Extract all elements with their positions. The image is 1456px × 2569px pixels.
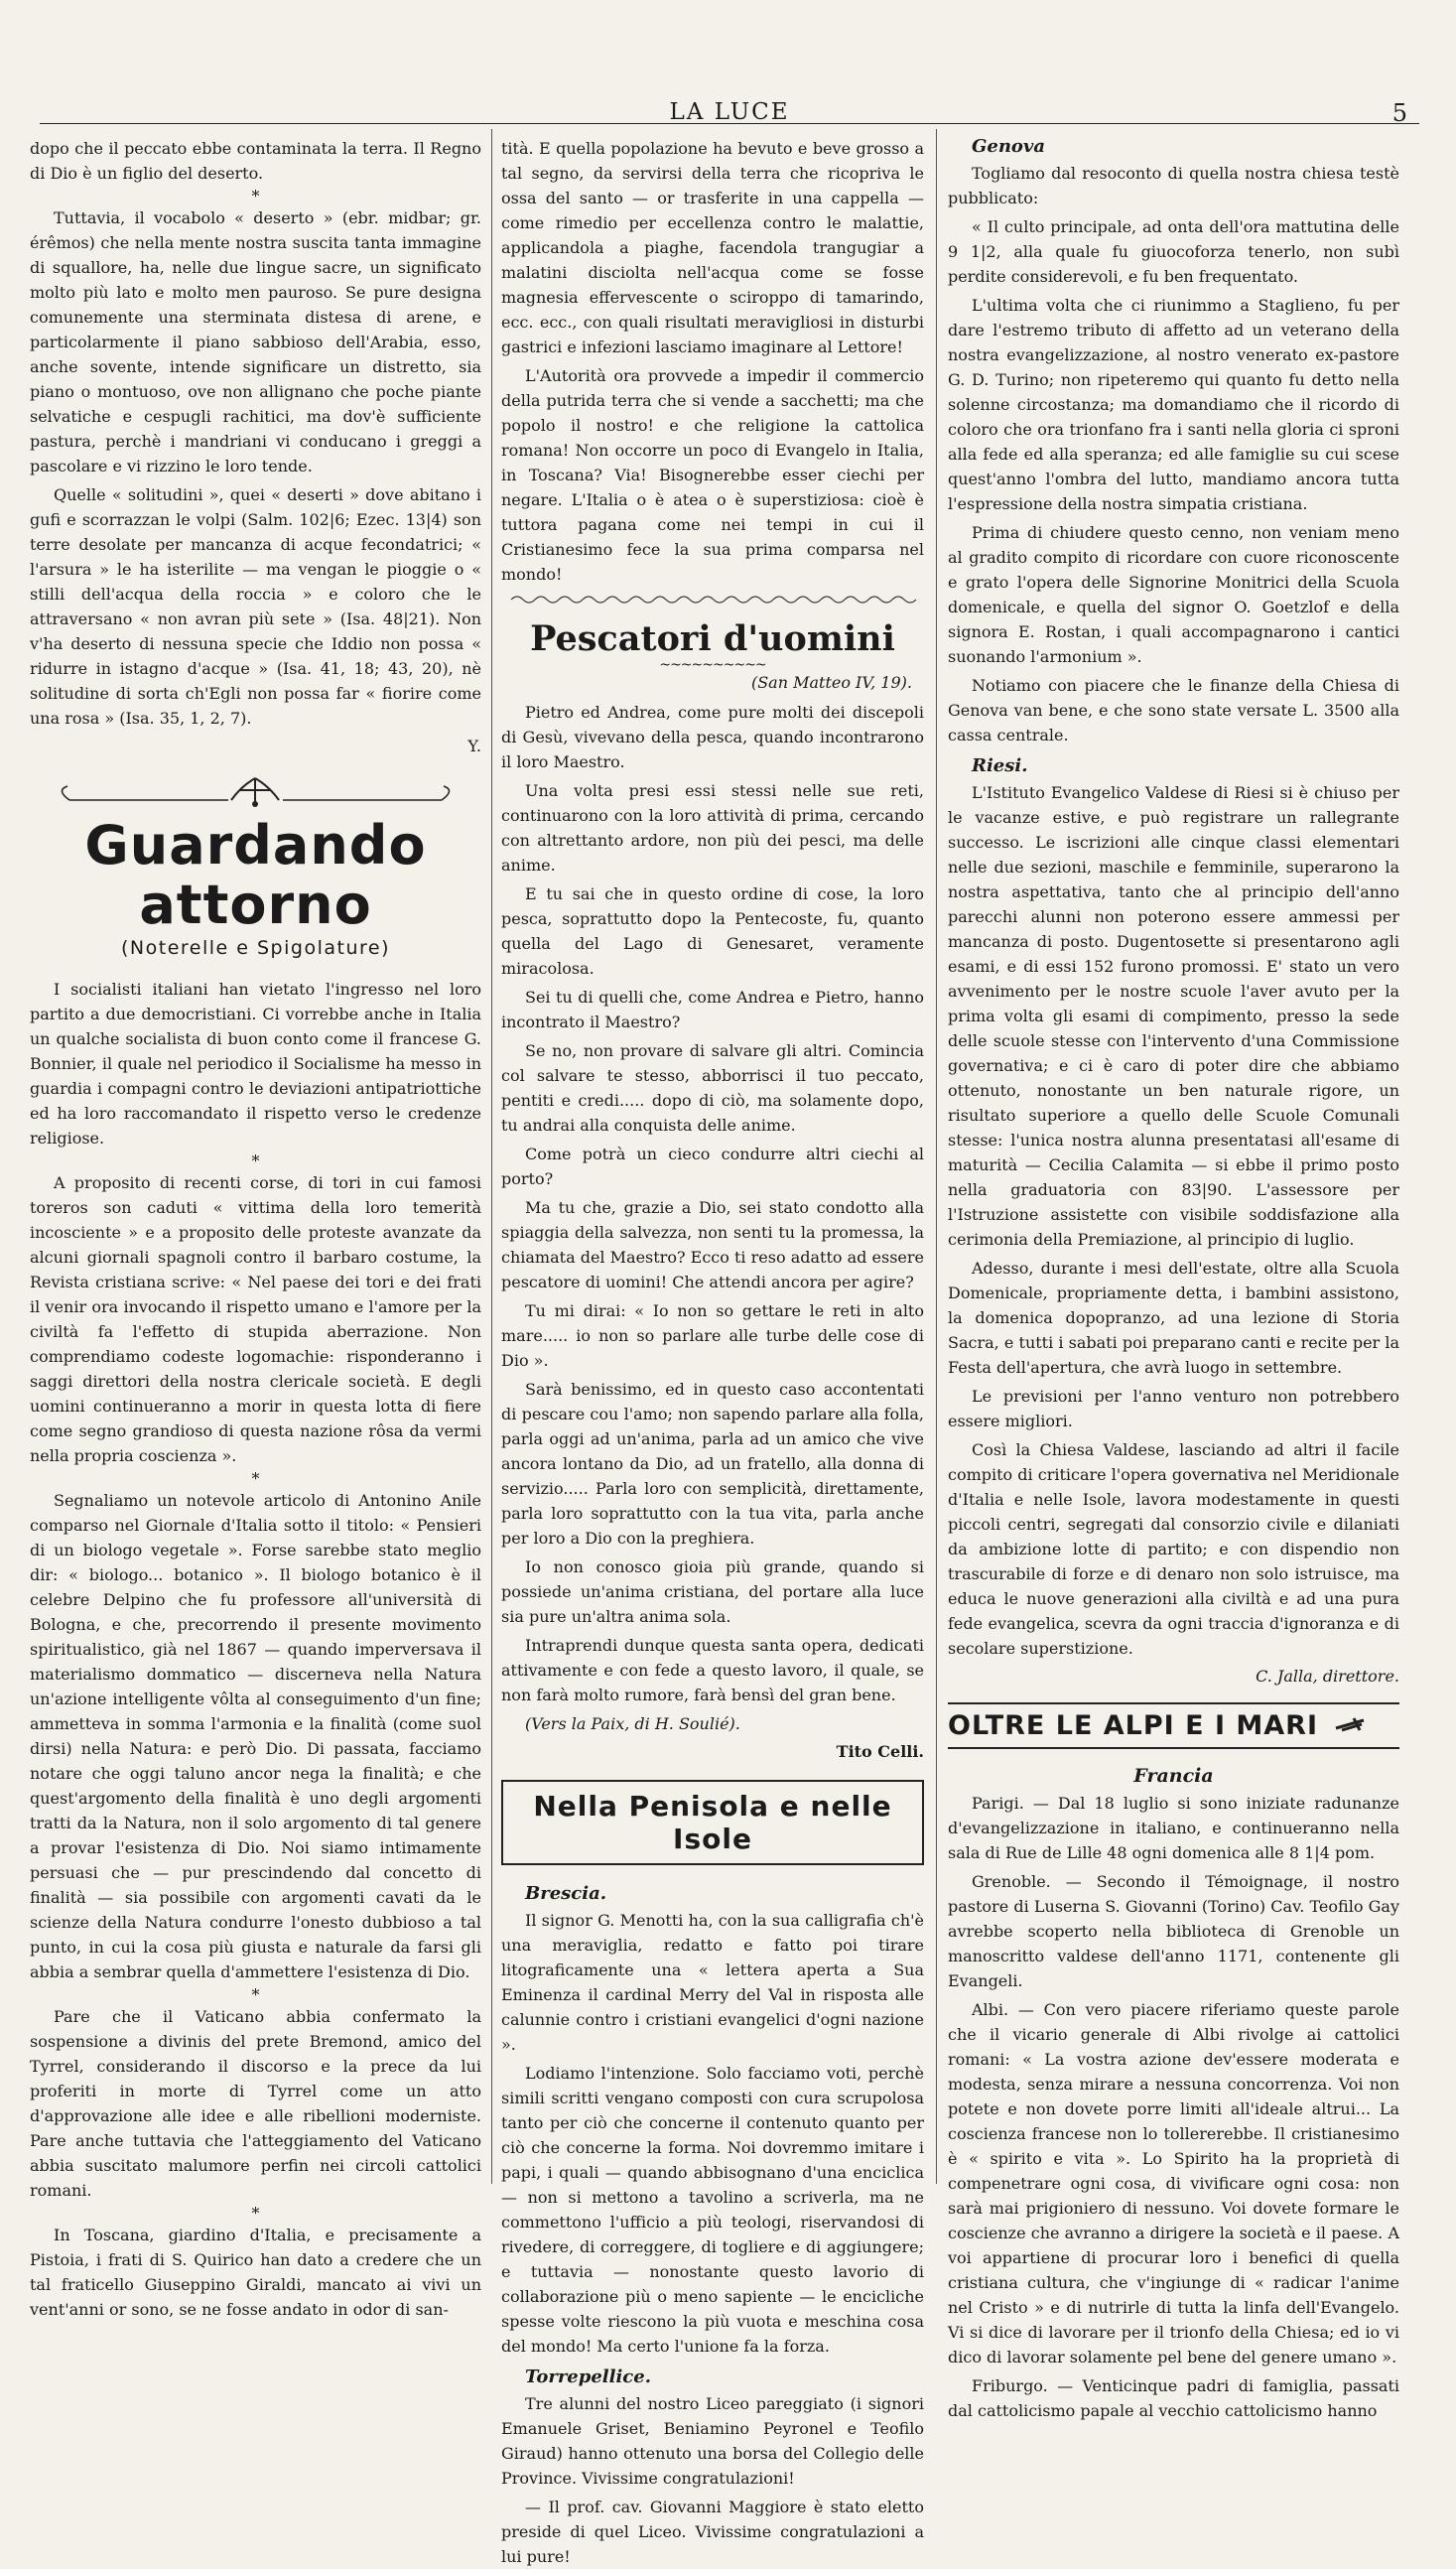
newspaper-title: LA LUCE (669, 99, 790, 125)
paragraph: Tuttavia, il vocabolo « deserto » (ebr. midbar; gr. érêmos) che nella mente nostra suscita tanta immagine di squallore, ha, nelle due lingue sacre, un significato molto più lato e molto men pauroso. Se pure designa comunemente una sterminata distesa di arene, e particolarmente il piano sabbioso dell'Arabia, esso, anche sovente, intende significare un distretto, sia piano o montuoso, ove non allignano che poche piante selvatiche e cespugli rachitici, ma dov'è sufficiente pastura, perchè i mandriani vi conducano i greggi a pascolare e vi rizzino le loro tende. (30, 208, 481, 475)
header-rule (40, 123, 1419, 124)
paragraph: Se no, non provare di salvare gli altri. Comincia col salvare te stesso, abborrisci il tuo peccato, pentiti e credi..... dopo di ciò, ma solamente dopo, tu andrai alla conquista delle anime. (501, 1041, 924, 1135)
paragraph: tità. E quella popolazione ha bevuto e beve grosso a tal segno, da servirsi della terra che ricopriva le ossa del santo — or trasferite in una cappella — come rimedio per eccellenza contro le malattie, applicandola a piaghe, facendola trangugiar a malatini disciolta nell'acqua come se fosse magnesia effervescente o sciroppo di tamarindo, ecc. ecc., con quali risultati meravigliosi in disturbi gastrici e infezioni lasciamo imaginare al Lettore! (501, 139, 924, 356)
ornament-divider (30, 768, 481, 812)
section-separator: * (251, 1469, 260, 1488)
paragraph: Segnaliamo un notevole articolo di Antonino Anile comparso nel Giornale d'Italia sotto il titolo: « Pensieri di un biologo vegetale ». Forse sarebbe stato meglio dir: « biologo... botanico ». Il biologo botanico è il celebre Delpino che fu professore all'università di Bologna, e che, precorrendo il presente movimento spiritualistico, già nel 1867 — quando imperversava il materialismo dommatico — discerneva nella Natura un'azione intelligente vôlta al conseguimento d'un fine; ammetteva in somma l'armonia e la finalità (come suol dirsi) nella Natura: e però Dio. Di passata, facciamo notare che oggi taluno ancor nega la finalità; e che quest'argomento della finalità è uno degli argomenti tratti da la Natura, non il solo argomento di tal genere a provar l'esistenza di Dio. Noi siamo intimamente persuasi che — pur prescindendo dal concetto di finalità — sia possibile con argomenti cavati da le scienze della Natura condurre l'onesto dubbioso a tal punto, in cui la cosa più giusta e naturale da farsi gli abbia a sembrar quella d'ammettere l'esistenza di Dio. (30, 1491, 481, 1981)
paragraph: Quelle « solitudini », quei « deserti » dove abitano i gufi e scorrazzan le volpi (Salm. 102|6; Ezec. 13|4) son terre desolate per mancanza di acque fecondatrici; « l'arsura » le ha isterilite — ma vengan le pioggie o « stilli dell'acqua della roccia » e coloro che le attraversano « non avran più sete » (Isa. 48|21). Non v'ha deserto di nessuna specie che Iddio non possa « ridurre in istagno d'acque » (Isa. 41, 18; 43, 20), nè solitudine di sorta ch'Egli non possa far « fiorire come una rosa » (Isa. 35, 1, 2, 7). (30, 485, 481, 728)
wavy-divider (501, 591, 924, 608)
column-3 (948, 136, 1399, 2420)
paragraph: Notiamo con piacere che le finanze della Chiesa di Genova van bene, e che sono state versate L. 3500 alla cassa centrale. (948, 676, 1399, 744)
paragraph: Tre alunni del nostro Liceo pareggiato (i signori Emanuele Griset, Beniamino Peyronel e Teofilo Giraud) hanno ottenuto una borsa del Collegio delle Province. Vivissime congratulazioni! (501, 2394, 924, 2488)
heading-underline: ~~~~~~~~~~ (659, 657, 766, 673)
column-1 (30, 136, 481, 2319)
paragraph: Albi. — Con vero piacere riferiamo queste parole che il vicario generale di Albi rivolge ai cattolici romani: « La vostra azione dev'essere moderata e modesta, senza mirare a nessuna concorrenza. Voi non potete e non dovete porre limiti all'ideale altrui... La coscienza francese non lo tollererebbe. Il cristianesimo è « spirito e vita ». Lo Spirito ha la proprietà di compenetrare ogni cosa, di vivificare ogni cosa: non sarà mai prigioniero di nessuno. Voi dovete formare le coscienze che avranno a dirigere la società e il paese. A voi appartiene di procurar loro i benefici di quella cristiana cultura, che v'ingiunge di « radicar l'anime nel Cristo » e di nutrirle di tutta la linfa dell'Evangelo. Vi si dice di lavorare per il trionfo della Chiesa; ed io vi dico di lavorar solamente pel bene del genere umano ». (948, 2000, 1399, 2366)
running-head (40, 99, 1419, 129)
paragraph: Adesso, durante i mesi dell'estate, oltre alla Scuola Domenicale, propriamente detta, i bambini assistono, la domenica dopopranzo, ad una lezione di Storia Sacra, e tutti i sabati poi preparano canti e recite per la Festa dell'apertura, che avrà luogo in settembre. (948, 1259, 1399, 1377)
paragraph: Così la Chiesa Valdese, lasciando ad altri il facile compito di criticare l'opera governativa nel Meridionale d'Italia e nelle Isole, lavora modestamente in questi piccoli centri, segregati dal consorzio civile e dilaniati da ambizione lotte di partito; e con dispendio non trascurabile di forze e di denaro non solo istruisce, ma educa le nuove generazioni alla civiltà e ad una pura fede evangelica, scevra da ogni traccia d'ignoranza e di secolare superstizione. (948, 1440, 1399, 1658)
paragraph: Pietro ed Andrea, come pure molti dei discepoli di Gesù, vivevano della pesca, quando incontrarono il loro Maestro. (501, 703, 924, 771)
paragraph: Friburgo. — Venticinque padri di famiglia, passati dal cattolicismo papale al vecchio cattolicismo hanno (948, 2376, 1399, 2420)
column-2 (501, 136, 924, 2566)
location-heading: Brescia. (525, 1883, 607, 1904)
paragraph: L'Autorità ora provvede a impedir il commercio della putrida terra che si vende a sacchetti; ma che popolo il nostro! e che religione la cattolica romana! Non occorre un poco di Evangelo in Italia, in Toscana? Via! Bisognerebbe esser ciechi per negare. L'Italia o è atea o è superstiziosa: cioè è tuttora pagana come nei tempi in cui il Cristianesimo fece la sua prima comparsa nel mondo! (501, 366, 924, 584)
paragraph: Lodiamo l'intenzione. Solo facciamo voti, perchè simili scritti vengano composti con cura scrupolosa tanto per ciò che concerne il contenuto quanto per ciò che concerne la forma. Noi dovremmo imitare i papi, i quali — quando abbisognano d'una enciclica — non si mettono a tavolino a scriverla, ma ne commettono l'ufficio a più teologi, riservandosi di rivedere, di correggere, di togliere e di aggiungere; e tuttavia — nonostante questo lavorio di collaborazione più o meno sapiente — le encicliche spesse volte riescono la più vuota e meschina cosa del mondo! Ma certo l'unione fa la forza. (501, 2064, 924, 2356)
paragraph: L'Istituto Evangelico Valdese di Riesi si è chiuso per le vacanze estive, e può registrare un rallegrante successo. Le iscrizioni alle cinque classi elementari nelle due sezioni, maschile e femminile, superarono la nostra aspettativa, tanto che al principio dell'anno parecchi alunni non poterono essere ammessi per mancanza di posto. Dugentosette si presentarono agli esami, e di essi 152 furono promossi. E' stato un vero avvenimento per le nostre scuole l'aver avuto per la prima volta gli esami di compimento, presso la sede delle scuole stesse con l'intervento d'una Commissione governativa; e ci è caro di poter dire che abbiamo ottenuto, nonostante un ben naturale rigore, un risultato superiore a quello delle Scuole Comunali stesse: l'unica nostra alunna presentatasi all'esame di maturità — Cecilia Calamita — si ebbe il primo posto nella graduatoria con 83|90. L'assessore per l'Istruzione assistette con visibile soddisfazione alla cerimonia della Premiazione, al principio di luglio. (948, 783, 1399, 1249)
section-heading: Guardando attorno (84, 814, 427, 936)
paragraph: Sei tu di quelli che, come Andrea e Pietro, hanno incontrato il Maestro? (501, 988, 924, 1031)
paragraph: — Il prof. cav. Giovanni Maggiore è stato eletto preside di quel Liceo. Vivissime congratulazioni a lui pure! (501, 2498, 924, 2566)
paragraph: Prima di chiudere questo cenno, non veniam meno al gradito compito di ricordare con cuore riconoscente e grato l'opera delle Signorine Monitrici della Scuola domenicale, e quella del signor O. Goetzlof e della signora E. Rostan, i quali accompagnarono i cantici suonando l'armonium ». (948, 523, 1399, 666)
location-heading: Riesi. (972, 755, 1028, 776)
location-heading: Francia (1133, 1765, 1214, 1787)
paragraph: I socialisti italiani han vietato l'ingresso nel loro partito a due democristiani. Ci vorrebbe anche in Italia un qualche socialista di buon conto come il francese G. Bonnier, il quale nel periodico il Socialisme ha messo in guardia i compagni contro le deviazioni antipatriottiche ed ha loro raccomandato il rispetto verso le credenze religiose. (30, 980, 481, 1148)
column-divider (491, 129, 492, 2184)
section-subheading: (Noterelle e Spigolature) (121, 937, 390, 959)
section-heading: Pescatori d'uomini (530, 618, 895, 659)
paragraph: Io non conosco gioia più grande, quando si possiede un'anima cristiana, del portare alla luce sia pure un'altra anima sola. (501, 1557, 924, 1626)
paragraph: Come potrà un cieco condurre altri ciechi al porto? (501, 1145, 924, 1188)
source-line: (Vers la Paix, di H. Soulié). (525, 1714, 740, 1733)
location-heading: Genova (972, 136, 1046, 157)
section-heading-ruled (948, 1702, 1399, 1749)
section-separator: * (251, 2204, 260, 2223)
column-divider (936, 129, 937, 2184)
paragraph: Intraprendi dunque questa santa opera, dedicati attivamente e con fede a questo lavoro, il quale, se non farà molto rumore, farà bensì del gran bene. (501, 1636, 924, 1704)
paragraph: dopo che il peccato ebbe contaminata la terra. Il Regno di Dio è un figlio del deserto. (30, 139, 481, 183)
paragraph: In Toscana, giardino d'Italia, e precisamente a Pistoia, i frati di S. Quirico han dato a credere che un tal fraticello Giuseppino Giraldi, mancato ai vivi un vent'anni or sono, se ne fosse andato in odor di san- (30, 2226, 481, 2319)
paragraph: Tu mi dirai: « Io non so gettare le reti in alto mare..... io non so parlare alle turbe delle cose di Dio ». (501, 1301, 924, 1370)
location-heading: Torrepellice. (525, 2366, 651, 2387)
signature: Tito Celli. (836, 1742, 924, 1761)
paragraph: Ma tu che, grazie a Dio, sei stato condotto alla spiaggia della salvezza, non senti tu la promessa, la chiamata del Maestro? Ecco ti reso adatto ad essere pescatore di uomini! Che attendi ancora per agire? (501, 1198, 924, 1291)
page-number: 5 (1391, 99, 1407, 127)
paragraph: Pare che il Vaticano abbia confermato la sospensione a divinis del prete Bremond, amico del Tyrrel, considerando il discorso e la prece da lui proferiti in morte di Tyrrel come un atto d'approvazione alle idee e alle ribellioni moderniste. Pare anche tuttavia che l'atteggiamento del Vaticano abbia suscitato malumore perfin nei circoli cattolici romani. (30, 2007, 481, 2200)
section-separator: * (251, 187, 260, 205)
paragraph: Una volta presi essi stessi nelle sue reti, continuarono con la loro attività di prima, cercando con altrettanto ardore, non più dei pesci, ma delle anime. (501, 781, 924, 875)
scripture-citation: (San Matteo IV, 19). (750, 673, 912, 692)
paragraph: Togliamo dal resoconto di quella nostra chiesa testè pubblicato: (948, 164, 1399, 207)
paragraph: Parigi. — Dal 18 luglio si sono iniziate radunanze d'evangelizzazione in italiano, e continueranno nella sala di Rue de Lille 48 ogni domenica alle 8 1|4 pom. (948, 1794, 1399, 1862)
section-heading-text: OLTRE LE ALPI E I MARI (948, 1710, 1319, 1741)
section-heading-boxed: Nella Penisola e nelle Isole (501, 1780, 924, 1865)
signature: Y. (467, 737, 481, 755)
signature: C. Jalla, direttore. (1256, 1667, 1399, 1686)
paragraph: Le previsioni per l'anno venturo non potrebbero essere migliori. (948, 1387, 1399, 1430)
airship-icon (1334, 1710, 1368, 1741)
paragraph: E tu sai che in questo ordine di cose, la loro pesca, soprattutto dopo la Pentecoste, fu, quanto quella del Lago di Genesaret, veramente miracolosa. (501, 884, 924, 978)
paragraph: « Il culto principale, ad onta dell'ora mattutina delle 9 1|2, alla quale fu giuocoforza tenerlo, non subì perdite considerevoli, e fu ben frequentato. (948, 217, 1399, 286)
paragraph: Grenoble. — Secondo il Témoignage, il nostro pastore di Luserna S. Giovanni (Torino) Cav. Teofilo Gay avrebbe scoperto nella biblioteca di Grenoble un manoscritto valdese dell'anno 1171, contenente gli Evangeli. (948, 1872, 1399, 1990)
paragraph: L'ultima volta che ci riunimmo a Staglieno, fu per dare l'estremo tributo di affetto ad un veterano della nostra evangelizzazione, al nostro venerato ex-pastore G. D. Turino; non ripeteremo qui quanto fu detto nella solenne circostanza; ma domandiamo che il ricordo di coloro che ora trionfano fra i santi nella gloria ci sproni alla fede ed alla speranza; ed alle famiglie su cui scese quest'anno l'ombra del lutto, mandiamo ancora tutta l'espressione della nostra simpatia cristiana. (948, 296, 1399, 513)
paragraph: Il signor G. Menotti ha, con la sua calligrafia ch'è una meraviglia, redatto e fatto poi tirare litograficamente una « lettera aperta a Sua Eminenza il cardinal Merry del Val in risposta alle calunnie contro i cristiani evangelici d'ogni nazione ». (501, 1911, 924, 2054)
paragraph: A proposito di recenti corse, di tori in cui famosi toreros son caduti « vittima della loro temerità incosciente » e a proposito delle proteste avanzate da alcuni giornali spagnoli contro il barbaro costume, la Revista cristiana scrive: « Nel paese dei tori e dei frati il venir ora invocando il rispetto umano e l'amore per la civiltà fa l'effetto di stupida aberrazione. Non comprendiamo codeste logomachie: risponderanno i saggi direttori della nostra clericale società. E degli uomini continueranno a morir in questa lotta di fiere come segno grandioso di questa nazione rôsa da vermi nella propria coscienza ». (30, 1173, 481, 1465)
paragraph: Sarà benissimo, ed in questo caso accontentati di pescare cou l'amo; non sapendo parlare alla folla, parla oggi ad un'anima, parla ad un amico che vive ancora lontano da Dio, ad un fratello, alla donna di servizio..... Parla loro con semplicità, direttamente, parla loro soprattutto con la tua vita, parla anche per loro a Dio con la preghiera. (501, 1380, 924, 1548)
section-separator: * (251, 1985, 260, 2004)
section-separator: * (251, 1151, 260, 1170)
